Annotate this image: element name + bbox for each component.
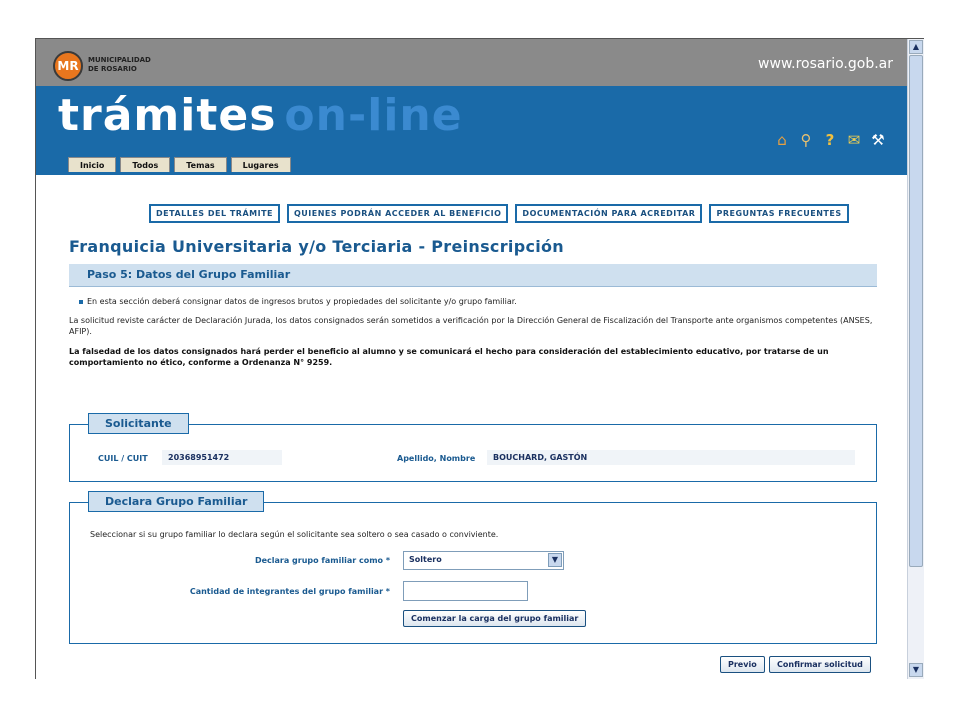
municipality-logo[interactable]: MR: [53, 51, 83, 81]
tab-todos[interactable]: Todos: [120, 157, 170, 172]
grupo-instructions: Seleccionar si su grupo familiar lo declara según el solicitante sea soltero o sea casado o conviviente.: [90, 530, 499, 539]
declara-label: Declara grupo familiar como *: [254, 556, 390, 565]
previo-button[interactable]: Previo: [720, 656, 765, 673]
solicitante-legend: Solicitante: [88, 413, 189, 434]
scroll-up-icon[interactable]: ▲: [909, 40, 923, 54]
quienes-button[interactable]: QUIENES PODRÁN ACCEDER AL BENEFICIO: [287, 204, 508, 223]
search-icon[interactable]: ⚲: [800, 131, 812, 149]
comenzar-carga-button[interactable]: Comenzar la carga del grupo familiar: [403, 610, 586, 627]
tools-icon[interactable]: ⚒: [871, 131, 885, 149]
help-icon[interactable]: ?: [825, 131, 835, 149]
brand-sub: on-line: [284, 90, 463, 141]
browser-viewport: [35, 38, 924, 679]
mail-icon[interactable]: ✉: [847, 131, 861, 149]
tab-lugares[interactable]: Lugares: [231, 157, 291, 172]
nav-tabs: [68, 157, 291, 172]
documentacion-button[interactable]: DOCUMENTACIÓN PARA ACREDITAR: [515, 204, 702, 223]
brand-banner: [36, 86, 907, 161]
banner-icons: [773, 132, 887, 148]
grupo-legend: Declara Grupo Familiar: [88, 491, 264, 512]
page-title: Franquicia Universitaria y/o Terciaria - Preinscripción: [69, 237, 564, 256]
detalles-button[interactable]: DETALLES DEL TRÁMITE: [149, 204, 280, 223]
logo-line-2: DE ROSARIO: [88, 65, 137, 73]
solicitante-fieldset: [69, 417, 877, 482]
scroll-thumb[interactable]: [909, 55, 923, 567]
cuil-value: 20368951472: [162, 450, 282, 465]
site-url[interactable]: www.rosario.gob.ar: [758, 56, 893, 72]
declara-selected-value: Soltero: [409, 555, 442, 564]
falsehood-warning: La falsedad de los datos consignados hará perder el beneficio al alumno y se comunicará el hecho para consideración del establecimiento educativo, por tratarse de un comportamiento no ético, conforme a Ordenanza N° 9259.: [69, 347, 829, 367]
step-header: [69, 264, 877, 287]
home-icon[interactable]: ⌂: [777, 131, 787, 149]
info-buttons: [149, 204, 849, 223]
name-value: BOUCHARD, GASTÓN: [487, 450, 855, 465]
tab-temas[interactable]: Temas: [174, 157, 226, 172]
top-header-bar: [36, 39, 907, 86]
logo-text: [88, 56, 168, 74]
grupo-fieldset: [69, 495, 877, 644]
brand-title: [58, 90, 463, 141]
declaration-notice: La solicitud reviste carácter de Declaración Jurada, los datos consignados serán sometidos a verificación por la Dirección General de Fiscalización del Transporte ante organismos competentes (ANSES, AFIP).: [69, 316, 873, 336]
cantidad-label: Cantidad de integrantes del grupo familiar *: [189, 587, 390, 596]
scroll-down-icon[interactable]: ▼: [909, 663, 923, 677]
info-bullet: En esta sección deberá consignar datos de ingresos brutos y propiedades del solicitante y/o grupo familiar.: [87, 297, 517, 306]
cuil-label: CUIL / CUIT: [98, 454, 148, 463]
cantidad-input[interactable]: [403, 581, 528, 601]
preguntas-button[interactable]: PREGUNTAS FRECUENTES: [709, 204, 848, 223]
name-label: Apellido, Nombre: [397, 454, 476, 463]
confirmar-button[interactable]: Confirmar solicitud: [769, 656, 871, 673]
chevron-down-icon[interactable]: ▼: [548, 553, 562, 567]
tab-inicio[interactable]: Inicio: [68, 157, 116, 172]
declara-select[interactable]: [403, 551, 564, 570]
brand-main: trámites: [58, 90, 277, 141]
step-title: Paso 5: Datos del Grupo Familiar: [87, 268, 291, 281]
vertical-scrollbar[interactable]: [907, 39, 924, 679]
logo-line-1: MUNICIPALIDAD: [88, 56, 151, 64]
